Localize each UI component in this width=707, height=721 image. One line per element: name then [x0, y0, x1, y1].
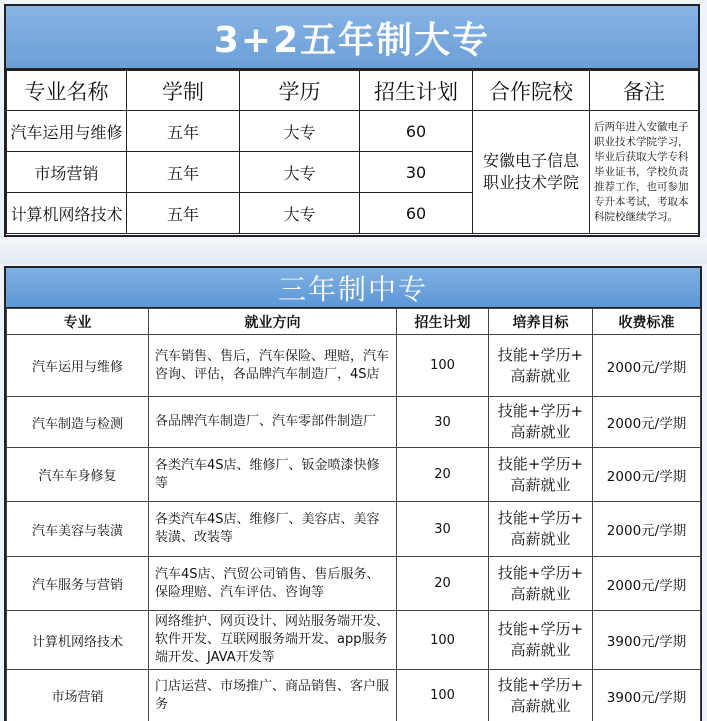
partner-college-cell: [473, 111, 590, 234]
plan-cell: 30: [397, 397, 489, 448]
major-cell: 汽车运用与维修: [7, 335, 149, 397]
goal-line: 高薪就业: [510, 366, 571, 385]
goal-line: 技能+学历+: [497, 402, 584, 420]
header-cell: 学历: [240, 71, 360, 111]
header-cell: 专业: [7, 309, 149, 335]
table-header-row: [7, 71, 699, 111]
header-cell: 学制: [127, 71, 240, 111]
partner-college-line: 职业技术学院: [482, 173, 579, 192]
major-cell: 计算机网络技术: [7, 193, 127, 234]
three-year-program-title: 三年制中专: [6, 268, 700, 308]
goal-line: 技能+学历+: [497, 675, 584, 694]
header-cell: 培养目标: [489, 309, 593, 335]
fee-cell: 2000元/学期: [593, 335, 701, 397]
goal-line: 技能+学历+: [497, 345, 584, 364]
five-year-program-table: [4, 4, 700, 237]
table-row: [7, 397, 701, 448]
goal-line: 技能+学历+: [497, 620, 584, 638]
fee-cell: 2000元/学期: [593, 397, 701, 448]
major-cell: 汽车车身修复: [7, 448, 149, 502]
goal-line: 高薪就业: [510, 584, 571, 603]
fee-cell: 2000元/学期: [593, 448, 701, 502]
system-cell: 五年: [127, 111, 240, 152]
major-cell: 汽车美容与装潢: [7, 502, 149, 557]
direction-cell: 汽车销售、售后，汽车保险、理赔，汽车咨询、评估，各品牌汽车制造厂，4S店: [149, 335, 397, 397]
goal-cell: [489, 448, 593, 502]
major-cell: 汽车服务与营销: [7, 557, 149, 611]
header-cell: 招生计划: [397, 309, 489, 335]
goal-cell: [489, 557, 593, 611]
goal-cell: [489, 397, 593, 448]
goal-line: 高薪就业: [510, 641, 571, 659]
fee-cell: 3900元/学期: [593, 670, 701, 721]
header-cell: 合作院校: [473, 71, 590, 111]
major-cell: 汽车运用与维修: [7, 111, 127, 152]
five-year-program-grid: [6, 70, 699, 234]
table-row: [7, 557, 701, 611]
direction-cell: 网络维护、网页设计、网站服务端开发、软件开发、互联网服务端开发、app服务端开发、JAVA开发等: [149, 611, 397, 670]
system-cell: 五年: [127, 152, 240, 193]
table-row: [7, 111, 699, 152]
degree-cell: 大专: [240, 193, 360, 234]
direction-cell: 各类汽车4S店、维修厂、美容店、美容装潢、改装等: [149, 502, 397, 557]
goal-cell: [489, 335, 593, 397]
header-cell: 招生计划: [360, 71, 473, 111]
plan-cell: 30: [360, 152, 473, 193]
table-header-row: [7, 309, 701, 335]
table-row: [7, 502, 701, 557]
system-cell: 五年: [127, 193, 240, 234]
three-year-program-grid: [6, 308, 701, 721]
degree-cell: 大专: [240, 152, 360, 193]
plan-cell: 20: [397, 557, 489, 611]
plan-cell: 30: [397, 502, 489, 557]
header-cell: 备注: [590, 71, 699, 111]
goal-line: 技能+学历+: [497, 509, 584, 527]
goal-line: 技能+学历+: [497, 454, 584, 473]
table-row: [7, 335, 701, 397]
remark-cell: 后两年进入安徽电子职业技术学院学习，毕业后获取大学专科毕业证书，学校负责推荐工作，也可参加专升本考试，考取本科院校继续学习。: [590, 111, 699, 234]
plan-cell: 100: [397, 670, 489, 721]
direction-cell: 门店运营、市场推广、商品销售、客户服务: [149, 670, 397, 721]
header-cell: 收费标准: [593, 309, 701, 335]
table-row: [7, 670, 701, 721]
table-row: [7, 611, 701, 670]
plan-cell: 100: [397, 335, 489, 397]
degree-cell: 大专: [240, 111, 360, 152]
goal-line: 高薪就业: [510, 423, 571, 441]
goal-cell: [489, 502, 593, 557]
header-cell: 专业名称: [7, 71, 127, 111]
major-cell: 市场营销: [7, 670, 149, 721]
fee-cell: 3900元/学期: [593, 611, 701, 670]
three-year-program-table: [4, 266, 702, 721]
section-divider: [0, 238, 707, 264]
plan-cell: 60: [360, 111, 473, 152]
plan-cell: 60: [360, 193, 473, 234]
major-cell: 计算机网络技术: [7, 611, 149, 670]
plan-cell: 20: [397, 448, 489, 502]
direction-cell: 汽车4S店、汽贸公司销售、售后服务、保险理赔、汽车评估、咨询等: [149, 557, 397, 611]
goal-line: 高薪就业: [510, 696, 571, 715]
direction-cell: 各类汽车4S店、维修厂、钣金喷漆快修等: [149, 448, 397, 502]
goal-line: 技能+学历+: [497, 563, 584, 582]
direction-cell: 各品牌汽车制造厂、汽车零部件制造厂: [149, 397, 397, 448]
major-cell: 市场营销: [7, 152, 127, 193]
fee-cell: 2000元/学期: [593, 502, 701, 557]
goal-cell: [489, 670, 593, 721]
five-year-program-title: 3+2五年制大专: [6, 6, 698, 70]
fee-cell: 2000元/学期: [593, 557, 701, 611]
goal-cell: [489, 611, 593, 670]
goal-line: 高薪就业: [510, 475, 571, 494]
partner-college-line: 安徽电子信息: [482, 151, 579, 170]
table-row: [7, 448, 701, 502]
goal-line: 高薪就业: [510, 530, 571, 548]
plan-cell: 100: [397, 611, 489, 670]
major-cell: 汽车制造与检测: [7, 397, 149, 448]
header-cell: 就业方向: [149, 309, 397, 335]
